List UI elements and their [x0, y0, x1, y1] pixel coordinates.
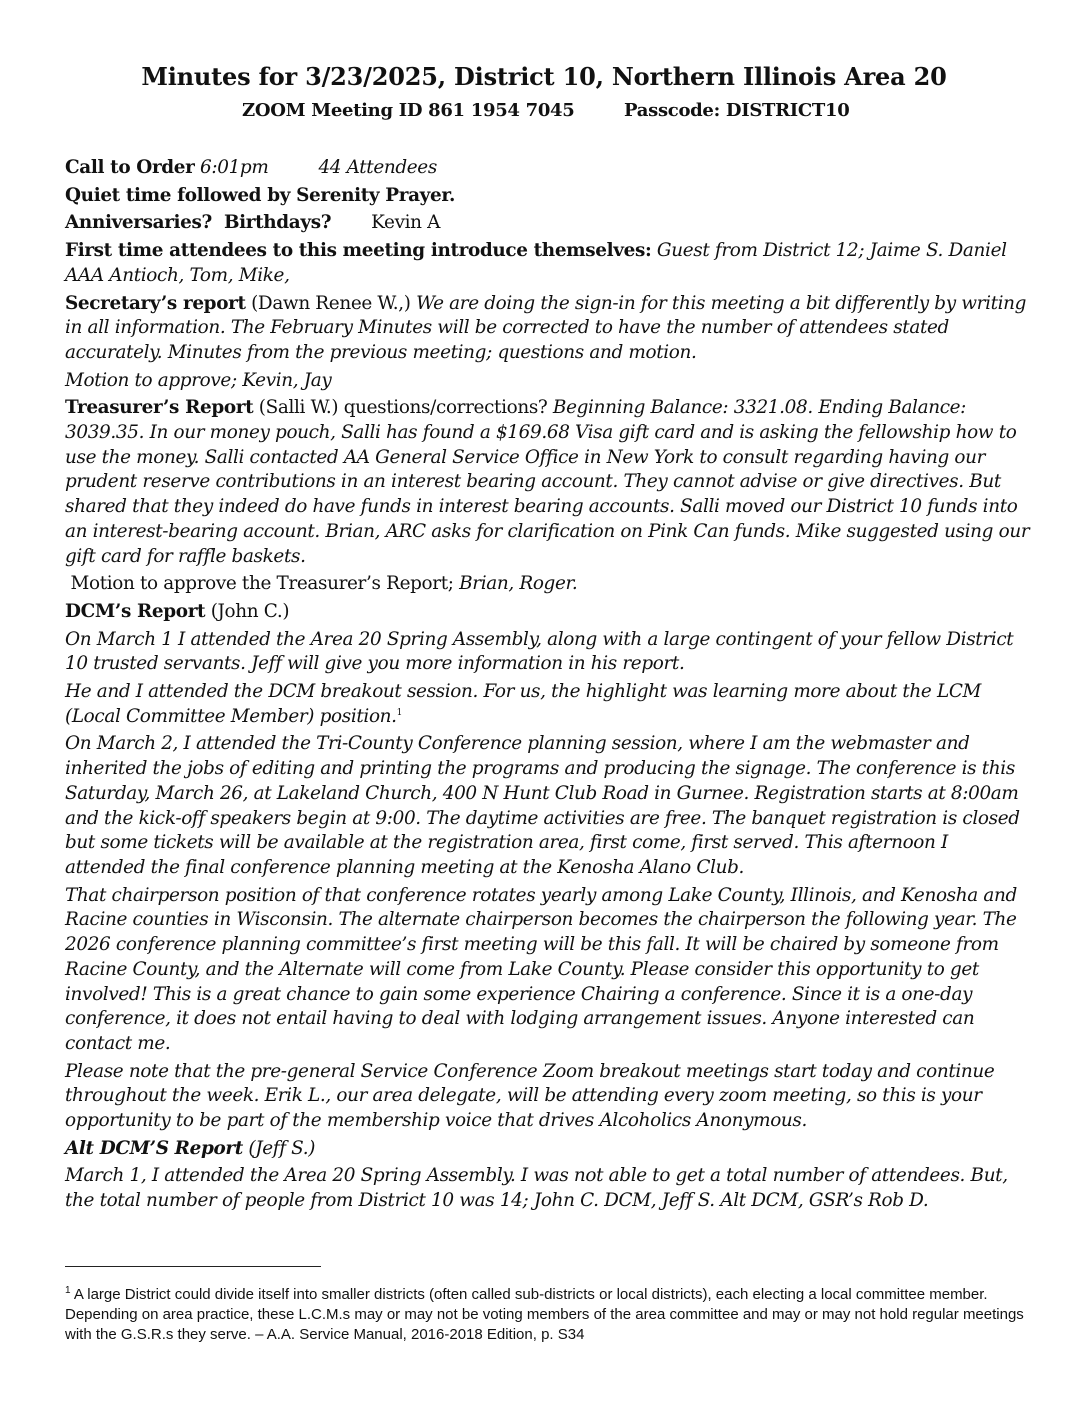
- treasurer-motion: [65, 572, 1031, 597]
- footnote-number: 1: [65, 1285, 71, 1296]
- dcm-paragraph: [65, 884, 1031, 1057]
- treasurer-text: Beginning Balance: 3321.08. Ending Balance: 3039.35. In our money pouch, Salli has found a $169.68 Visa gift card and is asking the fellowship how to use the money. Salli contacted AA General Service Office in New York to consult regarding having our prudent reserve contributions in an interest bearing account. They cannot advise or give directives. But shared that they indeed do have funds in interest bearing accounts. Salli moved our District 10 funds into an interest-bearing account. Brian, ARC asks for clarification on Pink Can funds. Mike suggested using our gift card for raffle baskets.: [65, 397, 1030, 567]
- treasurer-officer: (Salli W.) questions/corrections?: [258, 397, 548, 419]
- anniversaries-label: Anniversaries?: [65, 212, 212, 234]
- first-time-text: Guest from District 12; Jaime S. Daniel AAA Antioch, Tom, Mike,: [65, 240, 1007, 286]
- alt-dcm-heading: [65, 1137, 1031, 1162]
- call-to-order-label: Call to Order: [65, 157, 195, 178]
- alt-dcm-paragraph: [65, 1164, 1031, 1213]
- zoom-meeting-id: ZOOM Meeting ID 861 1954 7045: [242, 100, 575, 121]
- quiet-time: [65, 184, 1031, 209]
- secretary-motion: [65, 369, 1031, 394]
- first-time-label: First time attendees to this meeting introduce themselves:: [65, 240, 652, 262]
- dcm-label: DCM’s Report: [65, 600, 206, 622]
- anniversary-names: Kevin A: [371, 212, 441, 234]
- anniversaries: [65, 211, 1031, 236]
- secretary-officer: (Dawn Renee W.,): [251, 292, 411, 314]
- footnote: [65, 1281, 1045, 1345]
- zoom-passcode: Passcode: DISTRICT10: [624, 100, 850, 121]
- dcm-paragraph: [65, 628, 1031, 677]
- birthdays-label: Birthdays?: [223, 212, 332, 234]
- alt-dcm-paragraph-text: March 1, I attended the Area 20 Spring Assembly. I was not able to get a total number of attendees. But, the total number of people from District 10 was 14; John C. DCM, Jeff S. Alt DCM, GSR’s Rob D.: [65, 1165, 1008, 1212]
- footnote-divider: [65, 1266, 321, 1267]
- dcm-paragraph-text: That chairperson position of that conference rotates yearly among Lake County, Illinois, and Kenosha and Racine counties in Wisconsin. The alternate chairperson becomes the chairperson the following year. The 2026 conference planning committee’s first meeting will be this fall. It will be chaired by someone from Racine County, and the Alternate will come from Lake County. Please consider this opportunity to get involved! This is a great chance to gain some experience Chairing a conference. Since it is a one-day conference, it does not entail having to deal with lodging arrangement issues. Anyone interested can contact me.: [65, 884, 1017, 1054]
- dcm-paragraph: [65, 680, 1031, 729]
- secretary-report: [65, 292, 1031, 366]
- footnote-reference[interactable]: 1: [396, 707, 403, 718]
- secretary-label: Secretary’s report: [65, 292, 246, 314]
- dcm-paragraph-text: Please note that the pre-general Service Conference Zoom breakout meetings start today and continue throughout the week. Erik L., our area delegate, will be attending every zoom meeting, so this is your opportunity to be part of the membership voice that drives Alcoholics Anonymous.: [65, 1060, 995, 1132]
- attendee-count: 44 Attendees: [318, 157, 437, 178]
- call-to-order-time: 6:01pm: [200, 157, 269, 178]
- minutes-body: [65, 156, 1031, 1217]
- alt-dcm-officer: (Jeff S.): [248, 1137, 316, 1159]
- dcm-paragraph-text: On March 2, I attended the Tri-County Conference planning session, where I am the webmaster and inherited the jobs of editing and printing the programs and producing the signage. The conference is this Saturday, March 26, at Lakeland Church, 400 N Hunt Club Road in Gurnee. Registration starts at 8:00am and the kick-off speakers begin at 9:00. The daytime activities are free. The banquet registration is closed but some tickets will be available at the registration area, first come, first served. This afternoon I attended the final conference planning meeting at the Kenosha Alano Club.: [65, 733, 1020, 878]
- dcm-paragraph-text: On March 1 I attended the Area 20 Spring Assembly, along with a large contingent of your fellow District 10 trusted servants. Jeff will give you more information in his report.: [65, 628, 1014, 675]
- secretary-text: We are doing the sign-in for this meeting a bit differently by writing in all information. The February Minutes will be corrected to have the number of attendees stated accurately. Minutes from the previous meeting; questions and motion.: [65, 292, 1027, 363]
- quiet-time-text: Quiet time followed by Serenity Prayer.: [65, 184, 456, 206]
- first-time-attendees: [65, 239, 1031, 288]
- secretary-motion-text: Motion to approve; Kevin, Jay: [65, 369, 332, 391]
- dcm-paragraph-text: He and I attended the DCM breakout session. For us, the highlight was learning more about the LCM (Local Committee Member) position.: [65, 681, 982, 727]
- dcm-paragraph: [65, 732, 1031, 880]
- treasurer-label: Treasurer’s Report: [65, 397, 254, 419]
- dcm-heading: [65, 600, 1031, 625]
- alt-dcm-label: Alt DCM’S Report: [65, 1137, 243, 1159]
- treasurer-report: [65, 396, 1031, 569]
- call-to-order: [65, 156, 1031, 181]
- dcm-officer: (John C.): [210, 600, 290, 622]
- dcm-paragraph: [65, 1060, 1031, 1134]
- page-title: Minutes for 3/23/2025, District 10, Northern Illinois Area 20: [141, 62, 947, 91]
- footnote-text: A large District could divide itself into smaller districts (often called sub-districts or local districts), each electing a local committee member. Depending on area practice, these L.C.M.s may or may not be voting members of the area committee and may or may not hold regular meetings with the G.S.R.s they serve. – A.A. Service Manual, 2016-2018 Edition, p. S34: [65, 1286, 1024, 1343]
- treasurer-motion-text: Motion to approve the Treasurer’s Report;: [65, 573, 454, 595]
- treasurer-motion-names: Brian, Roger.: [459, 573, 578, 595]
